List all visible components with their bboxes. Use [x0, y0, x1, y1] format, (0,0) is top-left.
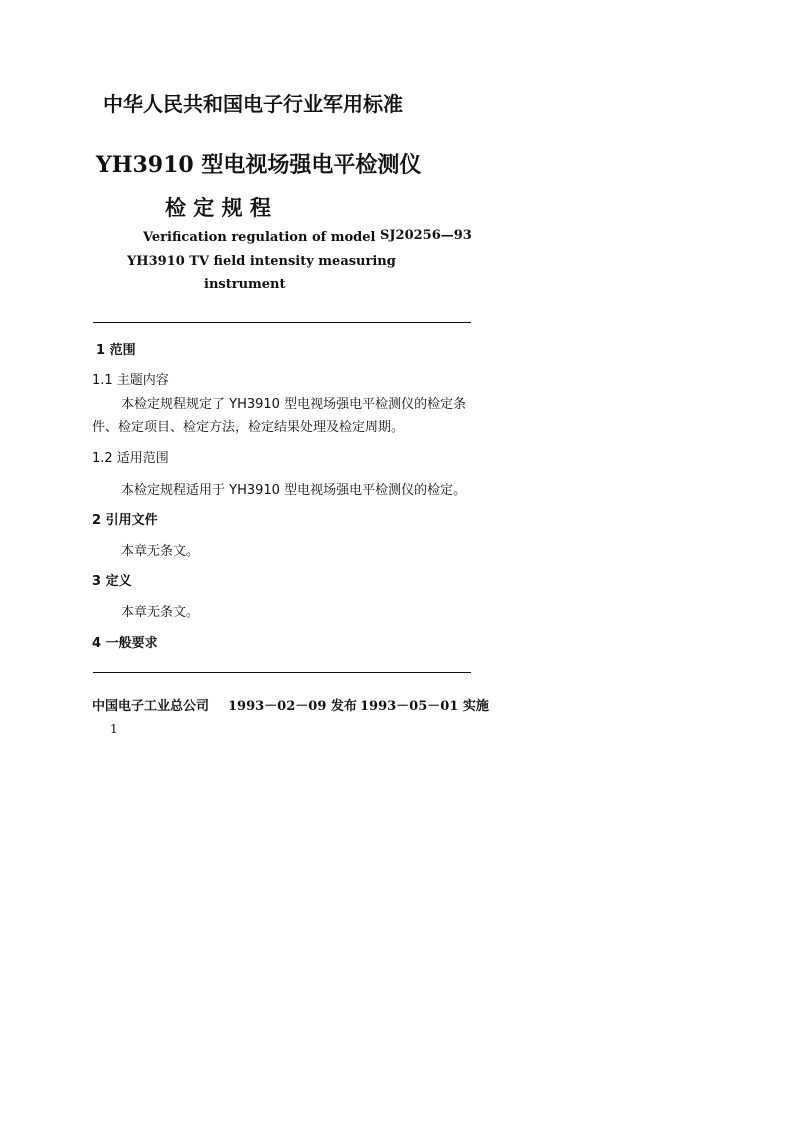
section-1-1-text-line1: 本检定规程规定了 YH3910 型电视场强电平检测仪的检定条 [121, 397, 467, 412]
footer-divider [93, 672, 471, 673]
standard-category: 中华人民共和国电子行业军用标准 [103, 92, 403, 116]
section-1-2-text: 本检定规程适用于 YH3910 型电视场强电平检测仪的检定。 [121, 483, 467, 498]
section-1-1-text-line2: 件、检定项目、检定方法，检定结果处理及检定周期。 [92, 420, 405, 435]
document-subtitle: 检 定 规 程 [165, 196, 271, 220]
effective-date: 1993－05－01 实施 [360, 699, 489, 714]
english-title-line2: YH3910 TV field intensity measuring [127, 254, 396, 269]
page-number: 1 [110, 722, 118, 736]
section-2-heading: 2 引用文件 [92, 513, 158, 528]
document-title: YH3910 型电视场强电平检测仪 [96, 152, 422, 178]
header-divider [93, 322, 471, 323]
standard-code: SJ20256—93 [380, 228, 472, 243]
section-3-heading: 3 定义 [92, 574, 132, 589]
section-4-heading: 4 一般要求 [92, 636, 158, 651]
english-title-line1: Verification regulation of model [143, 230, 376, 245]
section-1-heading: 1 范围 [96, 343, 136, 358]
section-2-text: 本章无条文。 [121, 544, 200, 559]
issue-date: 1993－02－09 发布 [228, 699, 357, 714]
section-1-2-heading: 1.2 适用范围 [92, 451, 169, 466]
section-1-1-heading: 1.1 主题内容 [92, 373, 169, 388]
issuer: 中国电子工业总公司 [92, 699, 210, 714]
section-3-text: 本章无条文。 [121, 605, 200, 620]
english-title-line3: instrument [204, 277, 286, 292]
